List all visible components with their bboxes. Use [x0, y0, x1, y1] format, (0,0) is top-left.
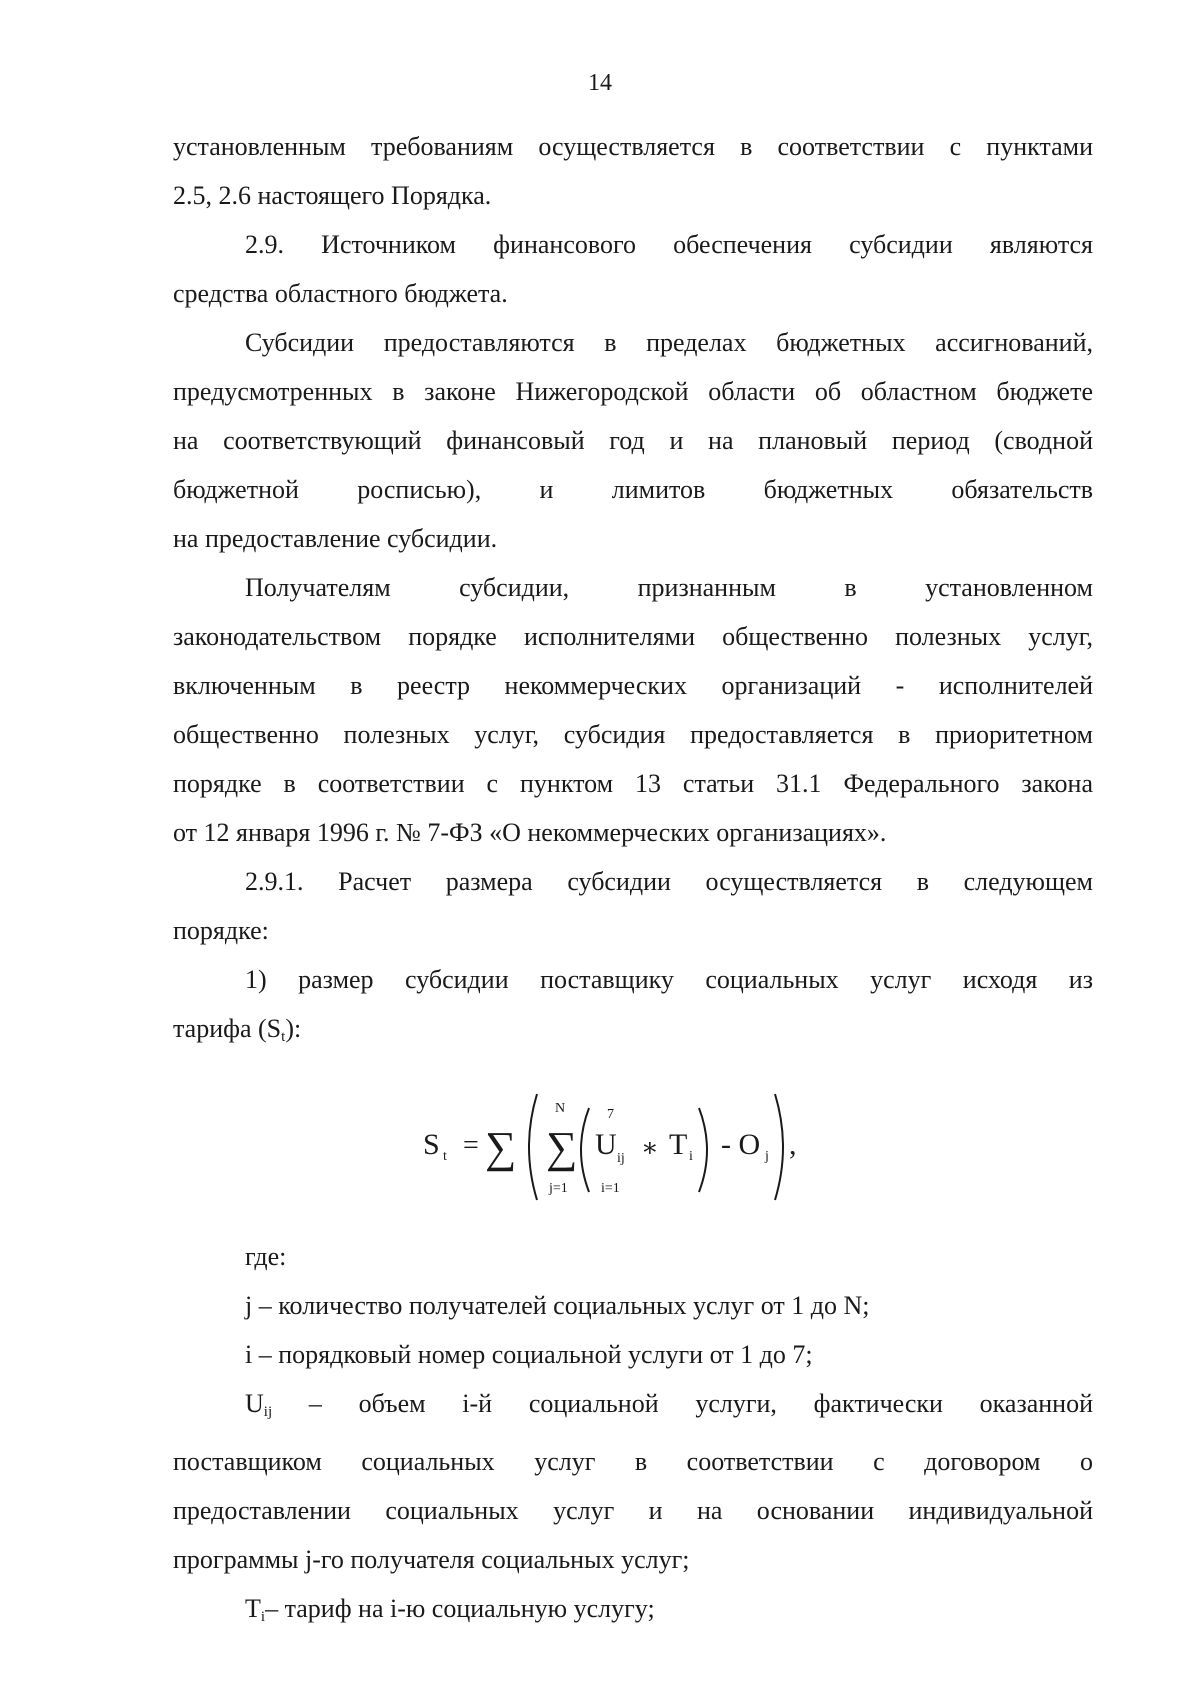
definition-u-line [173, 1379, 1093, 1437]
paragraph-line: 2.9. Источником финансового обеспечения субсидии являются [245, 230, 1093, 259]
definition-i: i – порядковый номер социальной услуги от 1 до 7; [245, 1340, 813, 1369]
paragraph-line [173, 1004, 1093, 1062]
inner-sum-upper: N [555, 1101, 566, 1116]
paragraph-line: порядке в соответствии с пунктом 13 статьи 31.1 Федерального закона [173, 769, 1093, 798]
outer-right-paren [775, 1094, 783, 1200]
innermost-lower: i=1 [601, 1181, 620, 1196]
paragraph-line: 2.9.1. Расчет размера субсидии осуществляется в следующем [245, 867, 1093, 896]
paragraph-line: на соответствующий финансовый год и на плановый период (сводной [173, 426, 1093, 455]
paragraph-line: включенным в реестр некоммерческих организаций - исполнителей [173, 671, 1093, 700]
paragraph-line: порядке: [173, 916, 269, 945]
definition-t-text: – тариф на i-ю социальную услугу; [265, 1594, 655, 1623]
formula-o-sub: j [765, 1149, 769, 1164]
paragraph-line: предоставлении социальных услуг и на основании индивидуальной [173, 1496, 1093, 1525]
formula-u: U [595, 1128, 617, 1161]
page-number: 14 [588, 70, 612, 96]
formula-equals: = [463, 1130, 479, 1161]
outer-left-paren [529, 1094, 537, 1200]
paragraph-line: Получателям субсидии, признанным в установленном [245, 573, 1093, 602]
paragraph-line: установленным требованиям осуществляется в соответствии с пунктами [173, 132, 1093, 161]
paragraph-line: средства областного бюджета. [173, 279, 508, 308]
paragraph-line: программы j-го получателя социальных услуг; [173, 1545, 690, 1574]
formula-lhs-sub: t [443, 1149, 447, 1164]
formula-lhs: S [423, 1128, 440, 1161]
paragraph-line: общественно полезных услуг, субсидия предоставляется в приоритетном [173, 720, 1093, 749]
inner-sum-sign: ∑ [546, 1123, 578, 1172]
definition-t-symbol: T [245, 1594, 261, 1623]
definition-j: j – количество получателей социальных услуг от 1 до N; [245, 1291, 870, 1320]
definitions-intro: где: [245, 1242, 287, 1271]
paragraph-line: 1) размер субсидии поставщику социальных услуг исходя из [245, 965, 1093, 994]
tariff-prefix: тарифа (S [173, 1014, 282, 1043]
inner-sum-lower: j=1 [549, 1181, 568, 1196]
formula-u-sub: ij [617, 1151, 625, 1166]
paragraph-line: 2.5, 2.6 настоящего Порядка. [173, 181, 492, 210]
definition-t-line [173, 1584, 1093, 1642]
formula-comma: , [789, 1128, 797, 1161]
formula-t: T [669, 1128, 688, 1161]
inner-right-paren [699, 1108, 707, 1192]
subsidy-formula [173, 1072, 1093, 1222]
tariff-suffix: ): [285, 1014, 302, 1043]
paragraph-line: бюджетной росписью), и лимитов бюджетных обязательств [173, 475, 1093, 504]
formula-svg [423, 1072, 823, 1222]
definition-u-subscript: ij [263, 1404, 273, 1420]
paragraph-line: на предоставление субсидии. [173, 524, 498, 553]
inner-left-paren [581, 1108, 589, 1192]
paragraph-line: Субсидии предоставляются в пределах бюджетных ассигнований, [245, 328, 1093, 357]
formula-times: ∗ [641, 1133, 659, 1162]
definition-t-subscript: i [260, 1609, 266, 1625]
formula-outer-sum: ∑ [485, 1123, 517, 1172]
formula-t-sub: i [689, 1149, 693, 1164]
paragraph-line: поставщиком социальных услуг в соответствии с договором о [173, 1447, 1093, 1476]
definition-u-text: – объем i-й социальной услуги, фактически оказанной [308, 1389, 1093, 1418]
tariff-subscript: t [281, 1029, 286, 1045]
paragraph-line: законодательством порядке исполнителями общественно полезных услуг, [173, 622, 1093, 651]
paragraph-line: от 12 января 1996 г. № 7-ФЗ «О некоммерческих организациях». [173, 818, 887, 847]
paragraph-line: предусмотренных в законе Нижегородской области об областном бюджете [173, 377, 1093, 406]
formula-minus-o: - O [721, 1128, 761, 1161]
definition-u-symbol: U [245, 1389, 264, 1418]
innermost-upper: 7 [607, 1107, 614, 1122]
document-body [173, 122, 1093, 1642]
